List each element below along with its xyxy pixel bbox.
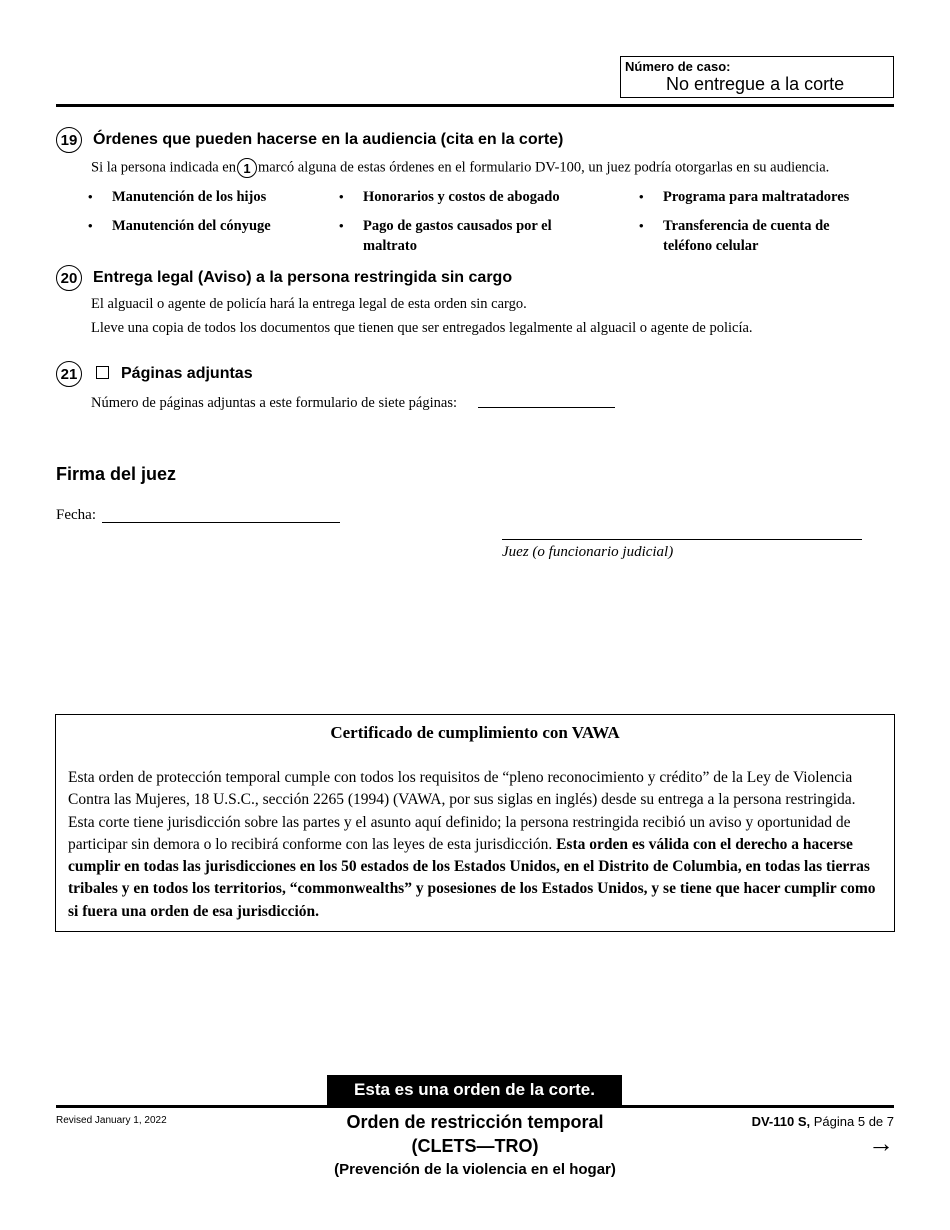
signature-heading: Firma del juez [56, 464, 177, 484]
section-21-number: 21 [56, 361, 82, 387]
section-20-line-1: El alguacil o agente de policía hará la entrega legal de esta orden sin cargo. [91, 296, 527, 312]
section-19-intro [91, 158, 829, 178]
order-item-batterer-program: • Programa para maltratadores [663, 187, 849, 207]
date-field[interactable] [102, 522, 340, 523]
page-number: Página 5 de 7 [813, 1114, 894, 1129]
vawa-body [68, 767, 880, 923]
form-title-line-1: Orden de restricción temporal [346, 1112, 604, 1132]
section-20-line-2: Lleve una copia de todos los documentos que tienen que ser entregados legalmente al alguacil o agente de policía. [91, 320, 753, 336]
form-title-line-2: (CLETS—TRO) [411, 1136, 539, 1156]
court-order-banner: Esta es una orden de la corte. [327, 1075, 622, 1105]
section-19-title: Órdenes que pueden hacerse en la audiencia (cita en la corte) [93, 131, 564, 148]
vawa-text-normal: Esta orden de protección temporal cumple con todos los requisitos de “pleno reconocimiento y crédito” de la Ley de Violencia Contra las Mujeres, 18 U.S.C., sección 2265 (1994) (VAWA, por sus siglas en inglés) desde su entrega a la persona restringida. Esta corte tiene jurisdicción sobre las partes y el asunto aquí definido; la persona restringida recibió un aviso y oportunidad de participar sin demora o lo recibirá conforme con las leyes de esta jurisdicción. [68, 769, 856, 853]
form-id: DV-110 S, [751, 1114, 811, 1129]
order-item-child-support: • Manutención de los hijos [112, 187, 266, 207]
judge-signature-line[interactable] [502, 539, 862, 540]
attached-pages-label: Número de páginas adjuntas a este formulario de siete páginas: [91, 395, 458, 411]
vawa-title: Certificado de cumplimiento con VAWA [330, 723, 620, 742]
item-1-reference: 1 [237, 158, 257, 178]
vawa-text-bold: Esta orden es válida con el derecho a hacerse cumplir en todas las jurisdicciones en los 50 estados de los Estados Unidos, en el Distrito de Columbia, en todas las tierras tribales y en todos los territorios, “commonwealths” y posesiones de los Estados Unidos, y se tiene que hacer cumplir como si fuera una orden de esa jurisdicción. [68, 835, 876, 920]
header-rule [56, 104, 894, 107]
section-19-intro-before: Si la persona indicada en [91, 159, 236, 176]
form-page-info [650, 1114, 894, 1129]
case-number-label: Número de caso: [625, 59, 731, 74]
section-19-number: 19 [56, 127, 82, 153]
order-item-abuse-expenses: • Pago de gastos causados por el maltrato [363, 216, 563, 256]
order-item-attorney-fees: • Honorarios y costos de abogado [363, 187, 560, 207]
section-21-title: Páginas adjuntas [121, 365, 253, 382]
next-page-arrow-icon: → [868, 1128, 894, 1158]
case-number-value: No entregue a la corte [666, 74, 845, 94]
section-19-intro-after: marcó alguna de estas órdenes en el formulario DV-100, un juez podría otorgarlas en su audiencia. [257, 159, 830, 176]
date-label: Fecha: [56, 507, 96, 523]
revised-date: Revised January 1, 2022 [56, 1115, 167, 1126]
vawa-certificate-box [55, 714, 895, 932]
form-subtitle: (Prevención de la violencia en el hogar) [334, 1161, 616, 1178]
case-number-box [620, 56, 894, 98]
section-20-title: Entrega legal (Aviso) a la persona restringida sin cargo [93, 269, 513, 286]
attached-pages-count-field[interactable] [478, 407, 615, 408]
order-item-spousal-support: • Manutención del cónyuge [112, 216, 271, 236]
order-item-phone-transfer: • Transferencia de cuenta de teléfono celular [663, 216, 863, 256]
section-20-number: 20 [56, 265, 82, 291]
judge-signature-label: Juez (o funcionario judicial) [502, 544, 674, 560]
attached-pages-checkbox[interactable] [96, 366, 109, 379]
footer-rule [56, 1105, 894, 1108]
